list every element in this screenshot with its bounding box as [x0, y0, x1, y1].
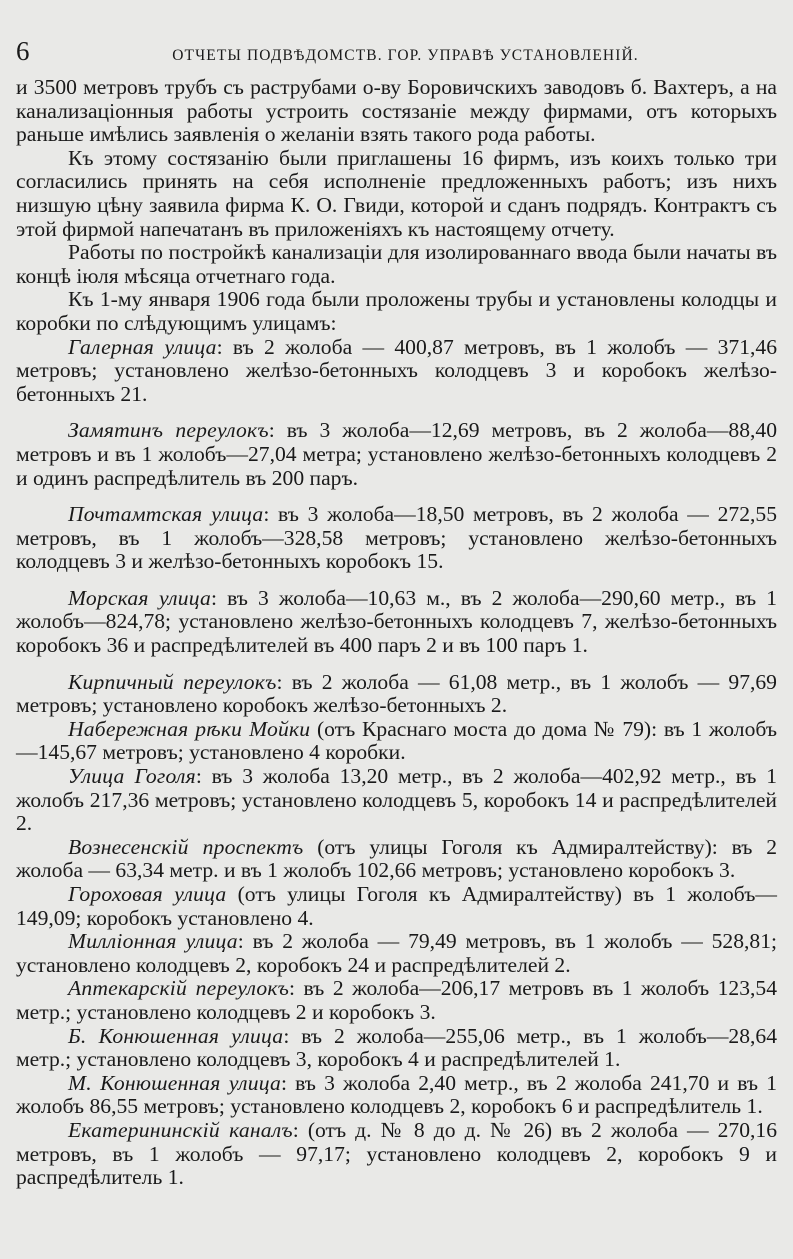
- street-name: Замятинъ переулокъ: [68, 418, 269, 443]
- street-details: : въ 3 жолоба 13,20 метр., въ 2 жолоба—402,92 метр., въ 1 жолобъ 217,36 метровъ; установлено колодцевъ 5, коробокъ 14 и распредѣлителей 2.: [16, 764, 778, 836]
- street-details: : въ 2 жолоба—255,06 метр., въ 1 жолобъ—28,64 метр.; установлено колодцевъ 3, коробокъ 4 и распредѣлителей 1.: [16, 1023, 778, 1072]
- page-header: [16, 36, 777, 76]
- street-entry: [16, 671, 777, 718]
- street-name: Почтамтская улица: [68, 502, 264, 527]
- street-entry: [16, 503, 777, 574]
- street-name: Екатерининскій каналъ: [68, 1117, 293, 1142]
- street-entry: [16, 930, 777, 977]
- street-name: Кирпичный переулокъ: [68, 669, 277, 694]
- street-name: Аптекарскій переулокъ: [68, 976, 290, 1001]
- street-entry: [16, 883, 777, 930]
- street-details: : въ 3 жолоба—10,63 м., въ 2 жолоба—290,60 метр., въ 1 жолобъ—824,78; установлено желѣзо-бетонныхъ колодцевъ 7, желѣзо-бетонныхъ коробокъ 36 и распредѣлителей въ 400 паръ 2 и въ 100 паръ 1.: [16, 585, 777, 658]
- street-entry: [16, 836, 777, 883]
- paragraph: Работы по постройкѣ канализаціи для изолированнаго ввода были начаты въ концѣ іюля мѣсяца отчетнаго года.: [16, 240, 777, 288]
- paragraph: Къ этому состязанію были приглашены 16 фирмъ, изъ коихъ только три согласились принять на себя исполненіе предложенныхъ работъ; изъ нихъ низшую цѣну заявила фирма К. О. Гвиди, которой и сданъ подрядъ. Контрактъ съ этой фирмой напечатанъ въ приложеніяхъ къ настоящему отчету.: [16, 145, 777, 241]
- street-details: : въ 3 жолоба—18,50 метровъ, въ 2 жолоба — 272,55 метровъ, въ 1 жолобъ—328,58 метровъ; установлено желѣзо-бетонныхъ колодцевъ 3 и желѣзо-бетонныхъ коробокъ 15.: [16, 502, 777, 574]
- street-details: : въ 2 жолоба — 400,87 метровъ, въ 1 жолобъ — 371,46 метровъ; установлено желѣзо-бетонныхъ колодцевъ 3 и коробокъ желѣзо-бетонныхъ 21.: [16, 334, 777, 406]
- street-entry: [16, 718, 777, 765]
- street-entry: [16, 1025, 777, 1072]
- street-name: Улица Гоголя: [68, 764, 196, 789]
- street-details: : въ 3 жолоба 2,40 метр., въ 2 жолоба 241,70 и въ 1 жолобъ 86,55 метровъ; установлено колодцевъ 2, коробокъ 6 и распредѣлитель 1.: [16, 1070, 777, 1119]
- page-number: 6: [16, 36, 30, 66]
- street-details: : (отъ д. № 8 до д. № 26) въ 2 жолоба — 270,16 метровъ, въ 1 жолобъ — 97,17; установлено колодцевъ 2, коробокъ 9 и распредѣлитель 1.: [16, 1117, 777, 1190]
- street-entry: [16, 1072, 777, 1119]
- paragraph: и 3500 метровъ трубъ съ раструбами о-ву Боровичскихъ заводовъ б. Вахтеръ, а на канализаціонныя работы устроить состязаніе между фирмами, отъ которыхъ раньше имѣлись заявленія о желаніи взять такого рода работы.: [16, 75, 777, 147]
- street-details: : въ 2 жолоба — 61,08 метр., въ 1 жолобъ — 97,69 метровъ; установлено коробокъ желѣзо-бетонныхъ 2.: [16, 669, 777, 718]
- street-details: (отъ Краснаго моста до дома № 79): въ 1 жолобъ—145,67 метровъ; установлено 4 коробки.: [16, 716, 777, 765]
- street-name: М. Конюшенная улица: [68, 1070, 281, 1095]
- paragraph: Къ 1-му января 1906 года были проложены трубы и установлены колодцы и коробки по слѣдующимъ улицамъ:: [16, 287, 777, 335]
- street-name: Вознесенскій проспектъ: [68, 834, 304, 859]
- running-title: ОТЧЕТЫ ПОДВѢДОМСТВ. ГОР. УПРАВѢ УСТАНОВЛЕНІЙ.: [172, 47, 639, 64]
- street-details: : въ 3 жолоба—12,69 метровъ, въ 2 жолоба—88,40 метровъ и въ 1 жолобъ—27,04 метра; установлено желѣзо-бетонныхъ колодцевъ 2 и одинъ распредѣлитель въ 200 паръ.: [16, 418, 777, 490]
- street-entry: [16, 1119, 777, 1190]
- street-entry: [16, 765, 777, 836]
- street-entry: [16, 336, 777, 407]
- document-body: [16, 76, 777, 1190]
- street-details: (отъ улицы Гоголя къ Адмиралтейству) въ 1 жолобъ—149,09; коробокъ установлено 4.: [16, 882, 777, 930]
- street-details: : въ 2 жолоба—206,17 метровъ въ 1 жолобъ 123,54 метр.; установлено колодцевъ 2 и коробокъ 3.: [16, 976, 777, 1024]
- street-name: Милліонная улица: [68, 929, 238, 954]
- street-name: Набережная рѣки Мойки: [68, 716, 311, 741]
- street-details: (отъ улицы Гоголя къ Адмиралтейству): въ 2 жолоба — 63,34 метр. и въ 1 жолобъ 102,66 метровъ; установлено коробокъ 3.: [16, 834, 777, 883]
- street-entry: [16, 419, 777, 490]
- street-name: Гороховая улица: [68, 882, 227, 906]
- street-details: : въ 2 жолоба — 79,49 метровъ, въ 1 жолобъ — 528,81; установлено колодцевъ 2, коробокъ 24 и распредѣлителей 2.: [16, 929, 777, 977]
- street-name: Б. Конюшенная улица: [68, 1023, 284, 1048]
- street-name: Галерная улица: [68, 334, 217, 359]
- street-name: Морская улица: [68, 585, 212, 610]
- street-entry: [16, 587, 777, 658]
- street-entry: [16, 977, 777, 1024]
